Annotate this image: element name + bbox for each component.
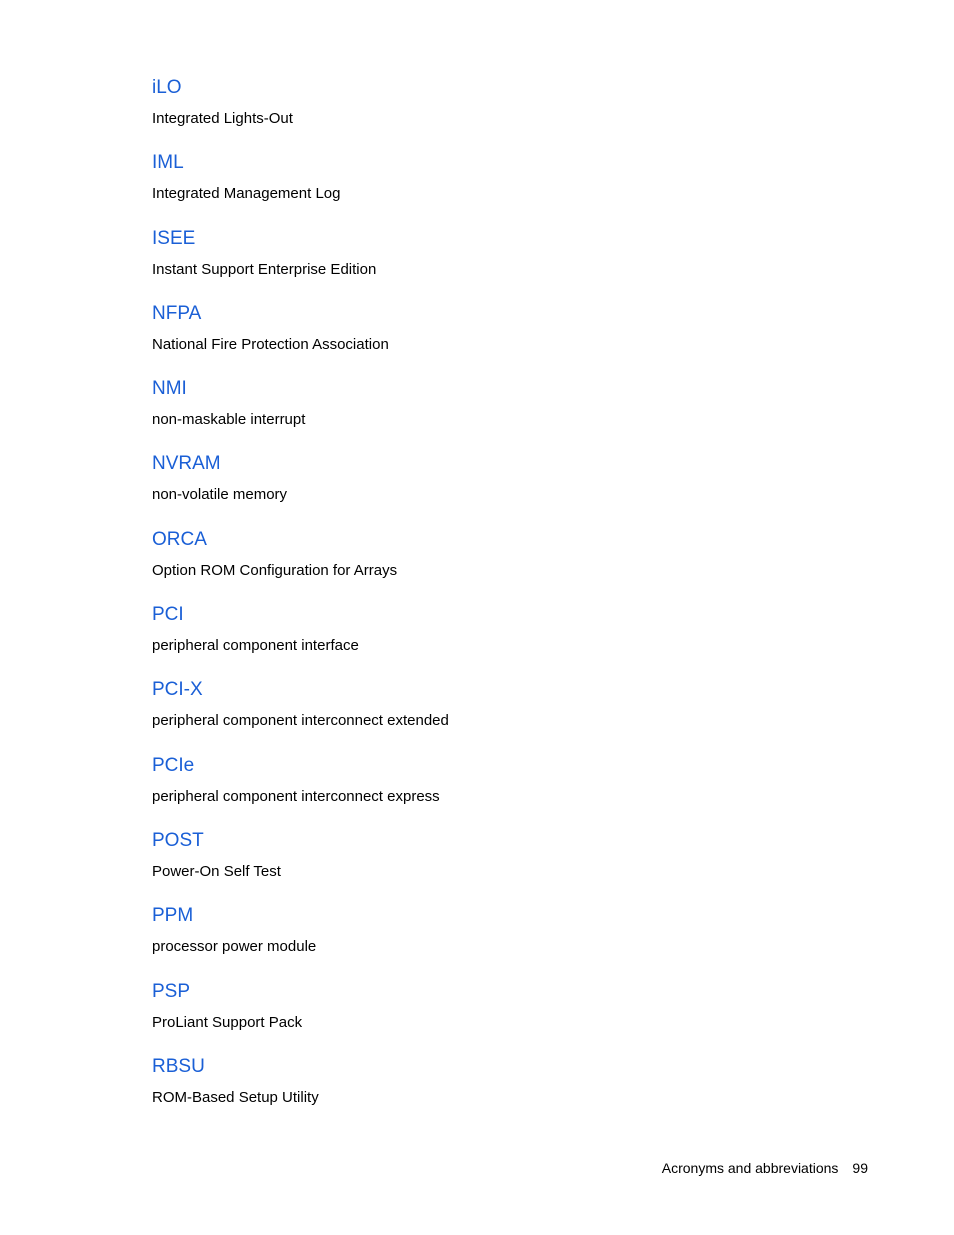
term-definition: ROM-Based Setup Utility <box>152 1088 319 1106</box>
term-definition: National Fire Protection Association <box>152 335 389 353</box>
term-link[interactable]: PCIe <box>152 754 195 776</box>
glossary-entry <box>152 225 852 300</box>
footer-section-title: Acronyms and abbreviations <box>661 1160 839 1176</box>
term-definition: Instant Support Enterprise Edition <box>152 260 377 278</box>
term-definition: Integrated Lights-Out <box>152 110 293 127</box>
glossary-entry <box>152 827 852 902</box>
term-definition: peripheral component interconnect express <box>152 787 440 805</box>
term-definition: peripheral component interface <box>152 637 359 655</box>
term-link[interactable]: PPM <box>152 905 194 927</box>
glossary-entry <box>152 752 852 827</box>
term-definition: Power-On Self Test <box>152 862 281 880</box>
term-link[interactable]: PCI-X <box>152 679 203 701</box>
term-link[interactable]: PCI <box>152 604 184 626</box>
term-link[interactable]: NVRAM <box>152 453 221 475</box>
glossary-entry <box>152 375 852 450</box>
glossary-entry <box>152 601 852 676</box>
term-link[interactable]: ORCA <box>152 528 207 550</box>
page-footer <box>662 1158 868 1178</box>
term-link[interactable]: NMI <box>152 378 187 400</box>
page-number: 99 <box>852 1160 868 1176</box>
term-definition: processor power module <box>152 938 317 956</box>
term-link[interactable]: NFPA <box>152 302 202 324</box>
term-link[interactable]: POST <box>152 829 204 851</box>
glossary-entry <box>152 1053 852 1128</box>
term-link[interactable]: iLO <box>152 77 182 98</box>
term-link[interactable]: IML <box>152 152 184 174</box>
term-definition: non-maskable interrupt <box>152 411 306 429</box>
glossary-entry <box>152 526 852 601</box>
term-definition: ProLiant Support Pack <box>152 1013 303 1031</box>
glossary-entry <box>152 450 852 525</box>
term-definition: Integrated Management Log <box>152 185 341 203</box>
glossary-list <box>152 74 852 1128</box>
glossary-entry <box>152 300 852 375</box>
term-link[interactable]: RBSU <box>152 1055 205 1077</box>
term-link[interactable]: ISEE <box>152 227 196 249</box>
glossary-entry <box>152 978 852 1053</box>
term-definition: peripheral component interconnect extended <box>152 712 449 730</box>
term-definition: Option ROM Configuration for Arrays <box>152 561 398 579</box>
glossary-entry <box>152 149 852 224</box>
term-link[interactable]: PSP <box>152 980 191 1002</box>
glossary-entry <box>152 676 852 751</box>
glossary-entry <box>152 74 852 149</box>
term-definition: non-volatile memory <box>152 486 288 504</box>
glossary-entry <box>152 902 852 977</box>
